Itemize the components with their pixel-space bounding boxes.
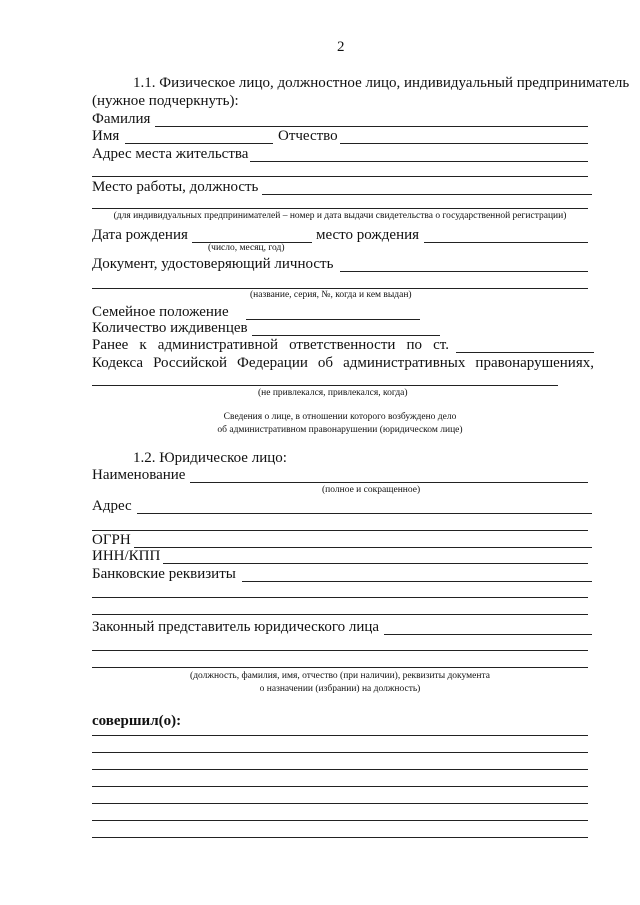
- id-document-field[interactable]: [340, 271, 588, 272]
- bank-details-field-3[interactable]: [92, 614, 588, 615]
- previous-word: к: [139, 337, 147, 353]
- inn-kpp-field[interactable]: [163, 563, 588, 564]
- org-name-field[interactable]: [190, 482, 588, 483]
- koap-word: Федерации: [237, 355, 308, 371]
- id-document-field-2[interactable]: [92, 288, 588, 289]
- committed-line-4[interactable]: [92, 786, 588, 787]
- previous-article-field[interactable]: [456, 352, 594, 353]
- org-address-label: Адрес: [92, 498, 132, 514]
- name-label: Имя: [92, 128, 120, 144]
- patronymic-field[interactable]: [340, 143, 588, 144]
- id-document-label: Документ, удостоверяющий личность: [92, 256, 334, 272]
- name-field[interactable]: [125, 143, 273, 144]
- birth-date-label: Дата рождения: [92, 227, 188, 243]
- birth-place-label: место рождения: [316, 227, 420, 243]
- org-address-field[interactable]: [137, 513, 592, 514]
- surname-field[interactable]: [155, 126, 588, 127]
- koap-word: правонарушениях,: [475, 355, 594, 371]
- koap-word: административных: [343, 355, 466, 371]
- koap-word: Российской: [153, 355, 227, 371]
- residence-address-field-2[interactable]: [92, 176, 588, 177]
- legal-rep-label: Законный представитель юридического лица: [92, 619, 380, 635]
- committed-label: совершил(о):: [92, 713, 182, 729]
- inn-kpp-label: ИНН/КПП: [92, 548, 161, 564]
- page-number: 2: [337, 39, 345, 55]
- residence-address-field[interactable]: [250, 161, 588, 162]
- ogrn-field[interactable]: [134, 547, 592, 548]
- koap-row: [92, 355, 594, 372]
- previous-liability-row: [92, 337, 449, 354]
- previous-word: административной: [157, 337, 279, 353]
- legal-rep-field-2[interactable]: [92, 650, 588, 651]
- committed-line-6[interactable]: [92, 820, 588, 821]
- koap-word: об: [317, 355, 334, 371]
- org-name-note: (полное и сокращенное): [322, 485, 421, 495]
- committed-line-1[interactable]: [92, 735, 588, 736]
- dependents-field[interactable]: [252, 335, 440, 336]
- org-address-field-2[interactable]: [92, 530, 588, 531]
- info-note-line1: Сведения о лице, в отношении которого возбуждено дело: [223, 412, 457, 422]
- legal-rep-note-line2: о назначении (избрании) на должность): [259, 684, 421, 694]
- committed-line-7[interactable]: [92, 837, 588, 838]
- marital-status-field[interactable]: [246, 319, 420, 320]
- bank-details-label: Банковские реквизиты: [92, 566, 236, 582]
- ip-registration-note: (для индивидуальных предпринимателей – номер и дата выдачи свидетельства о государственной регистрации): [113, 211, 567, 221]
- workplace-field[interactable]: [262, 194, 592, 195]
- workplace-field-2[interactable]: [92, 208, 588, 209]
- birth-date-note: (число, месяц, год): [208, 243, 285, 253]
- bank-details-field-2[interactable]: [92, 597, 588, 598]
- previous-liability-note: (не привлекался, привлекался, когда): [258, 388, 408, 398]
- birth-place-field[interactable]: [424, 242, 588, 243]
- id-document-note: (название, серия, №, когда и кем выдан): [250, 290, 412, 300]
- residence-address-label: Адрес места жительства: [92, 146, 249, 162]
- legal-rep-note-line1: (должность, фамилия, имя, отчество (при наличии), реквизиты документа: [190, 671, 490, 681]
- previous-liability-field[interactable]: [92, 385, 558, 386]
- legal-rep-field[interactable]: [384, 634, 592, 635]
- previous-word: ответственности: [289, 337, 396, 353]
- committed-line-2[interactable]: [92, 752, 588, 753]
- dependents-label: Количество иждивенцев: [92, 320, 248, 336]
- workplace-label: Место работы, должность: [92, 179, 259, 195]
- previous-word: ст.: [433, 337, 449, 353]
- info-note-line2: об административном правонарушении (юридическом лице): [217, 425, 463, 435]
- legal-rep-field-3[interactable]: [92, 667, 588, 668]
- section-1-1-heading: 1.1. Физическое лицо, должностное лицо, индивидуальный предприниматель: [133, 75, 630, 91]
- previous-word: по: [406, 337, 423, 353]
- patronymic-label: Отчество: [278, 128, 338, 144]
- marital-status-label: Семейное положение: [92, 304, 229, 320]
- org-name-label: Наименование: [92, 467, 186, 483]
- committed-line-3[interactable]: [92, 769, 588, 770]
- surname-label: Фамилия: [92, 111, 151, 127]
- committed-line-5[interactable]: [92, 803, 588, 804]
- previous-word: Ранее: [92, 337, 129, 353]
- ogrn-label: ОГРН: [92, 532, 131, 548]
- section-1-1-heading-cont: (нужное подчеркнуть):: [92, 93, 239, 109]
- koap-word: Кодекса: [92, 355, 144, 371]
- bank-details-field[interactable]: [242, 581, 592, 582]
- section-1-2-heading: 1.2. Юридическое лицо:: [133, 450, 287, 466]
